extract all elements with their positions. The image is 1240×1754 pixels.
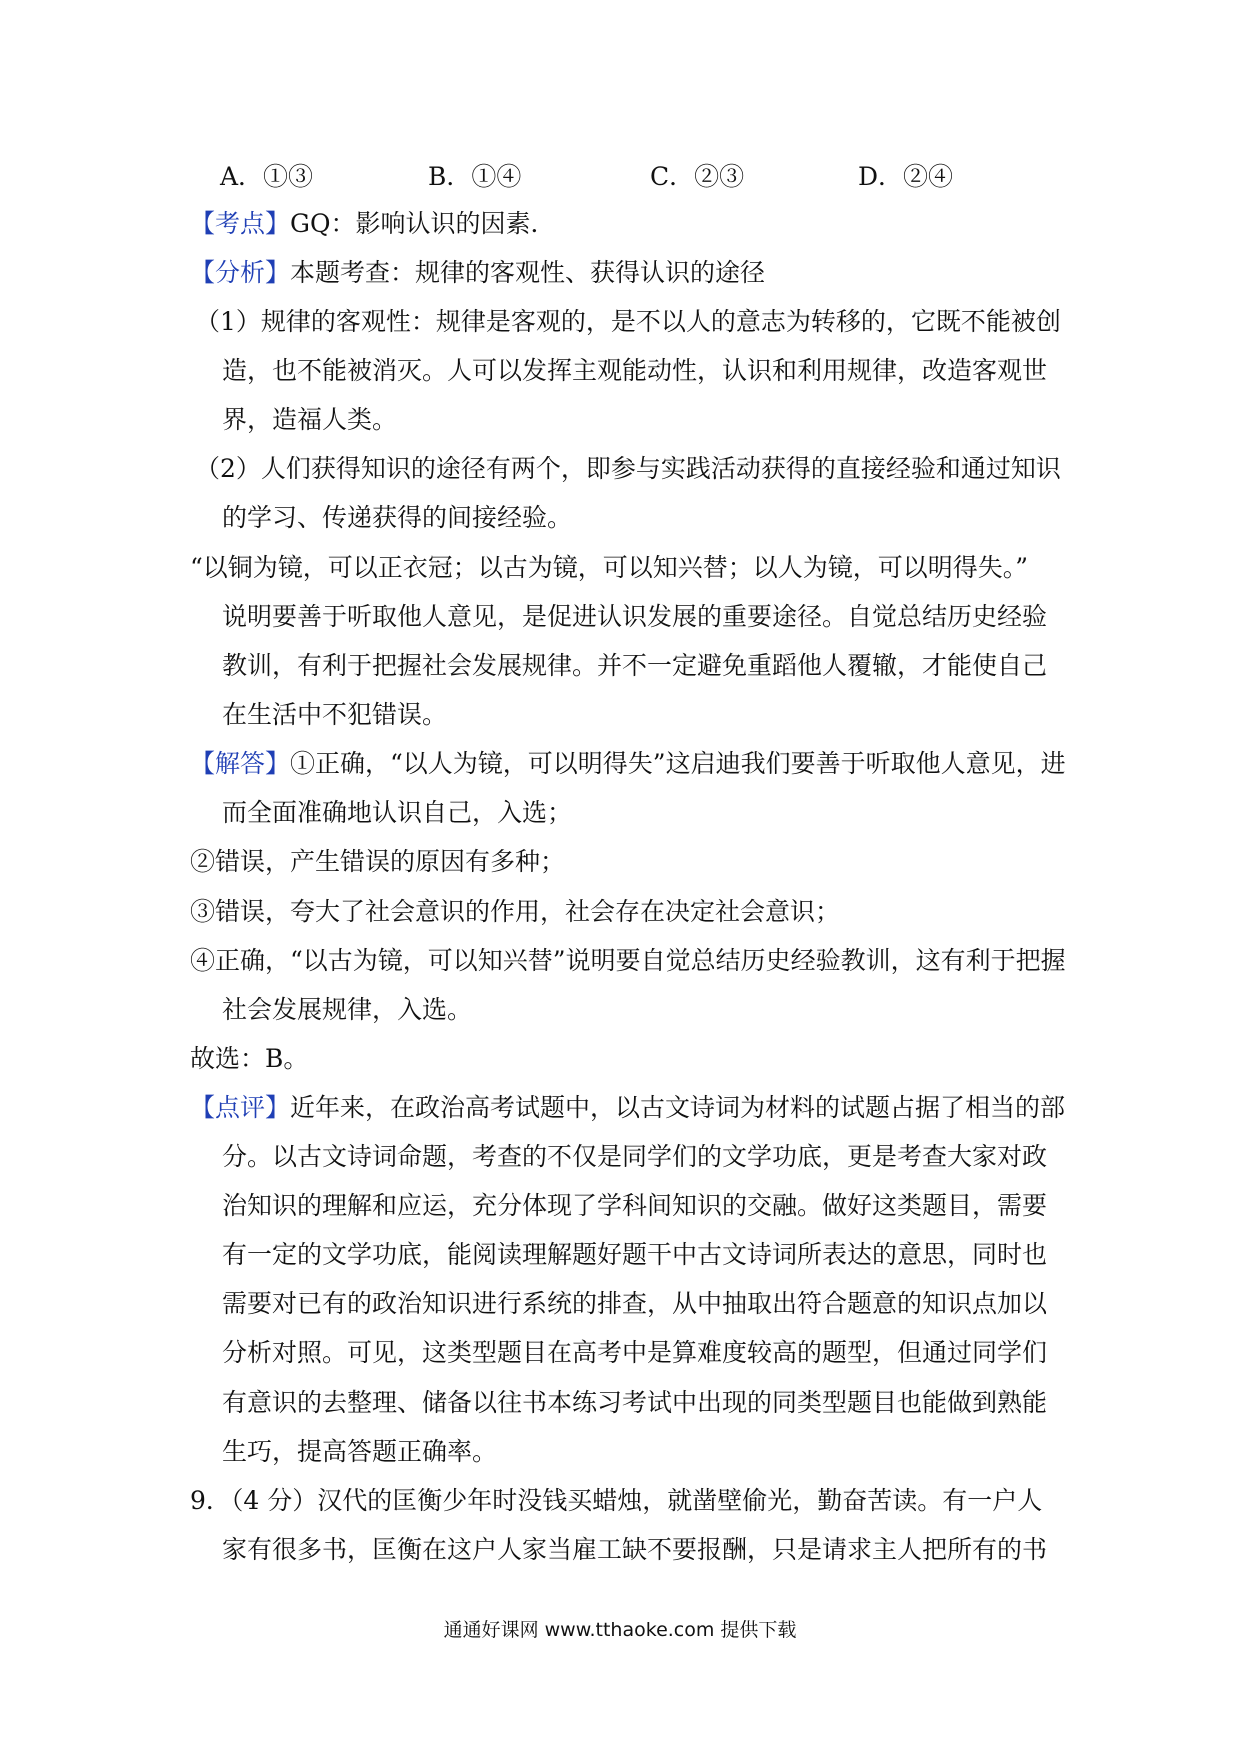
fenxi-p1-line: （1）规律的客观性：规律是客观的，是不以人的意志为转移的，它既不能被创: [195, 307, 1061, 336]
jieda-item-3: ③错误，夸大了社会意识的作用，社会存在决定社会意识；: [190, 897, 841, 926]
fenxi-p2-line: （2）人们获得知识的途径有两个，即参与实践活动获得的直接经验和通过知识: [195, 454, 1061, 483]
fenxi-line: [190, 256, 765, 290]
dianping-line-cont: 生巧，提高答题正确率。: [222, 1437, 498, 1466]
fenxi-p3-line: 说明要善于听取他人意见，是促进认识发展的重要途径。自觉总结历史经验: [222, 602, 1048, 631]
jieda-item-2: ②错误，产生错误的原因有多种；: [190, 847, 566, 876]
fenxi-p3-line: “以铜为镜，可以正衣冠；以古为镜，可以知兴替；以人为镜，可以明得失。”: [190, 553, 1029, 582]
fenxi-tag: 【分析】: [190, 258, 291, 287]
fenxi-p3-line: 在生活中不犯错误。: [222, 700, 448, 729]
option-b: B．①④: [428, 162, 522, 191]
jieda-first-cont: 而全面准确地认识自己，入选；: [222, 798, 573, 827]
dianping-line-cont: 有一定的文学功底，能阅读理解题好题干中古文诗词所表达的意思，同时也: [222, 1240, 1048, 1269]
kaodian-line: [190, 207, 555, 241]
option-a: A．①③: [220, 162, 314, 191]
jieda-line: [190, 747, 1066, 781]
kaodian-text: GQ：影响认识的因素．: [290, 209, 556, 238]
jieda-item-4-cont: 社会发展规律，入选。: [222, 995, 473, 1024]
jieda-first: ①正确，“以人为镜，可以明得失”这启迪我们要善于听取他人意见，进: [290, 749, 1066, 778]
jieda-item-4: ④正确，“以古为镜，可以知兴替”说明要自觉总结历史经验教训，这有利于把握: [190, 946, 1066, 975]
dianping-line-cont: 分析对照。可见，这类型题目在高考中是算难度较高的题型，但通过同学们: [222, 1338, 1048, 1367]
jieda-answer: 故选：B。: [190, 1044, 309, 1073]
question-9-line: 家有很多书，匡衡在这户人家当雇工缺不要报酬，只是请求主人把所有的书: [222, 1535, 1048, 1564]
dianping-line-cont: 治知识的理解和应运，充分体现了学科间知识的交融。做好这类题目，需要: [222, 1191, 1048, 1220]
dianping-first: 近年来，在政治高考试题中，以古文诗词为材料的试题占据了相当的部: [290, 1093, 1066, 1122]
fenxi-p2-line: 的学习、传递获得的间接经验。: [222, 503, 573, 532]
dianping-line: [190, 1091, 1065, 1125]
option-c: C．②③: [650, 162, 745, 191]
fenxi-intro: 本题考查：规律的客观性、获得认识的途径: [290, 258, 766, 287]
fenxi-p1-line: 界，造福人类。: [222, 405, 398, 434]
fenxi-p1-line: 造，也不能被消灭。人可以发挥主观能动性，认识和利用规律，改造客观世: [222, 356, 1048, 385]
question-9-line: 9．（4 分）汉代的匡衡少年时没钱买蜡烛，就凿壁偷光，勤奋苦读。有一户人: [190, 1486, 1043, 1515]
dianping-tag: 【点评】: [190, 1093, 291, 1122]
dianping-line-cont: 有意识的去整理、储备以往书本练习考试中出现的同类型题目也能做到熟能: [222, 1388, 1048, 1417]
dianping-line-cont: 分。以古文诗词命题，考查的不仅是同学们的文学功底，更是考查大家对政: [222, 1142, 1048, 1171]
jieda-tag: 【解答】: [190, 749, 291, 778]
option-d: D．②④: [858, 162, 954, 191]
dianping-line-cont: 需要对已有的政治知识进行系统的排查，从中抽取出符合题意的知识点加以: [222, 1289, 1048, 1318]
kaodian-tag: 【考点】: [190, 209, 291, 238]
page-footer: 通通好课网 www.tthaoke.com 提供下载: [443, 1619, 797, 1641]
fenxi-p3-line: 教训，有利于把握社会发展规律。并不一定避免重蹈他人覆辙，才能使自己: [222, 651, 1048, 680]
